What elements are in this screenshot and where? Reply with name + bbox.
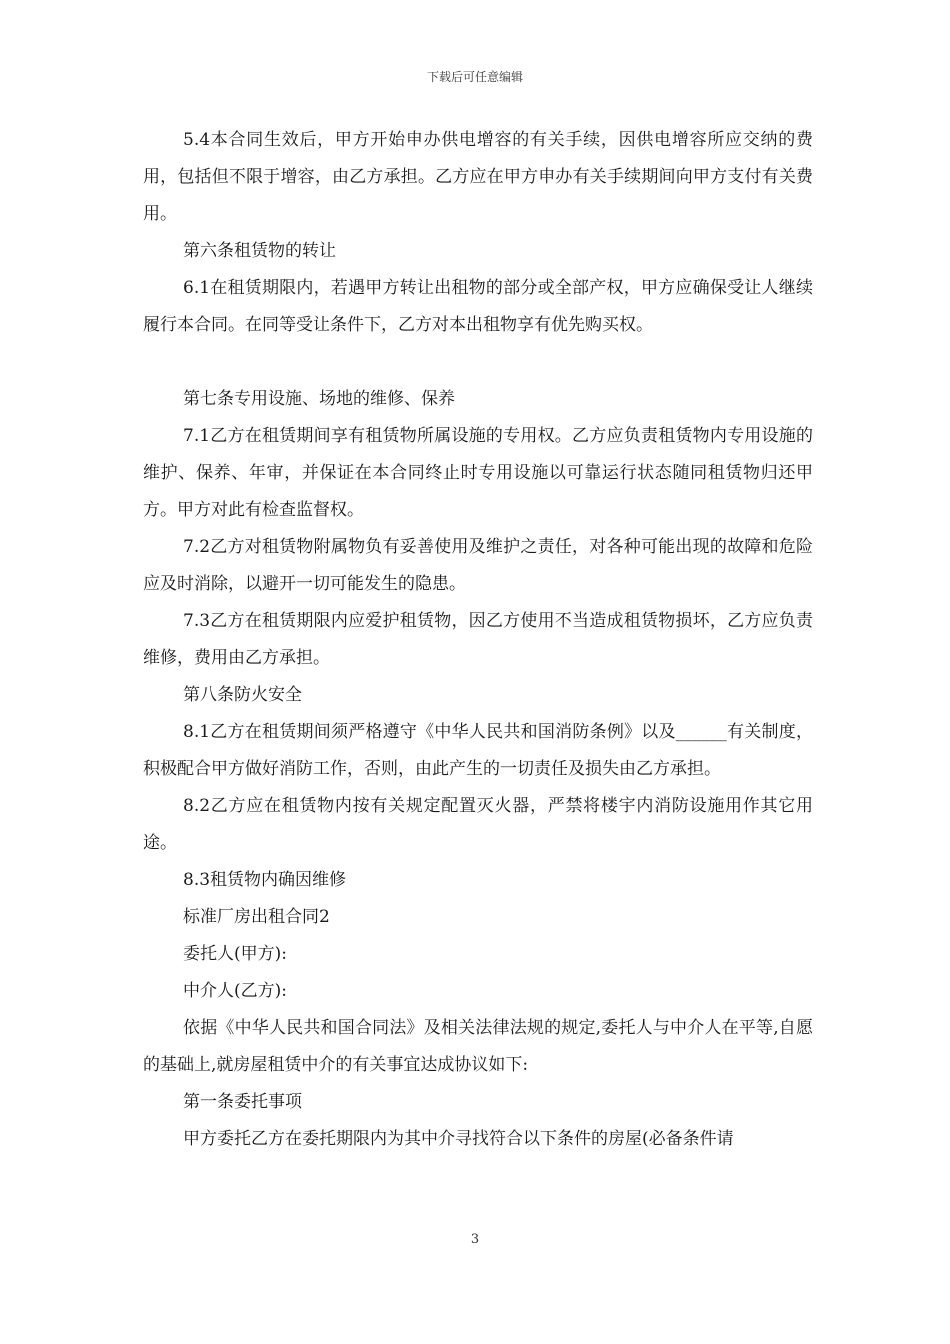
paragraph-7-3: 7.3乙方在租赁期限内应爱护租赁物，因乙方使用不当造成租赁物损坏，乙方应负责维修，费用由乙方承担。 xyxy=(143,611,813,668)
party-a-line: 委托人(甲方): xyxy=(183,944,287,964)
document-body xyxy=(143,122,813,1158)
paragraph-8-2: 8.2乙方应在租赁物内按有关规定配置灭火器，严禁将楼宇内消防设施用作其它用途。 xyxy=(143,796,813,853)
page-number: 3 xyxy=(470,1232,480,1247)
paragraph-article-1: 甲方委托乙方在委托期限内为其中介寻找符合以下条件的房屋(必备条件请 xyxy=(183,1129,734,1149)
paragraph-7-2: 7.2乙方对租赁物附属物负有妥善使用及维护之责任，对各种可能出现的故障和危险应及时消除，以避开一切可能发生的隐患。 xyxy=(143,537,813,594)
paragraph-8-3: 8.3租赁物内确因维修 xyxy=(183,870,347,890)
heading-article-6: 第六条租赁物的转让 xyxy=(183,241,336,261)
heading-article-1: 第一条委托事项 xyxy=(183,1092,302,1112)
paragraph-8-1: 8.1乙方在租赁期间须严格遵守《中华人民共和国消防条例》以及______有关制度，积极配合甲方做好消防工作，否则，由此产生的一切责任及损失由乙方承担。 xyxy=(143,722,813,779)
paragraph-7-1: 7.1乙方在租赁期间享有租赁物所属设施的专用权。乙方应负责租赁物内专用设施的维护、保养、年审，并保证在本合同终止时专用设施以可靠运行状态随同租赁物归还甲方。甲方对此有检查监督权。 xyxy=(143,426,813,520)
preamble-paragraph: 依据《中华人民共和国合同法》及相关法律法规的规定,委托人与中介人在平等,自愿的基础上,就房屋租赁中介的有关事宜达成协议如下: xyxy=(143,1018,813,1075)
paragraph-5-4: 5.4本合同生效后，甲方开始申办供电增容的有关手续，因供电增容所应交纳的费用，包括但不限于增容，由乙方承担。乙方应在甲方申办有关手续期间向甲方支付有关费用。 xyxy=(143,130,813,224)
page-header: 下载后可任意编辑 xyxy=(426,70,523,84)
paragraph-6-1: 6.1在租赁期限内，若遇甲方转让出租物的部分或全部产权，甲方应确保受让人继续履行本合同。在同等受让条件下，乙方对本出租物享有优先购买权。 xyxy=(143,278,813,335)
paragraph-gap xyxy=(143,344,813,381)
heading-article-8: 第八条防火安全 xyxy=(183,685,302,705)
contract-title-2: 标准厂房出租合同2 xyxy=(183,907,330,927)
party-b-line: 中介人(乙方): xyxy=(183,981,287,1001)
heading-article-7: 第七条专用设施、场地的维修、保养 xyxy=(183,389,455,409)
